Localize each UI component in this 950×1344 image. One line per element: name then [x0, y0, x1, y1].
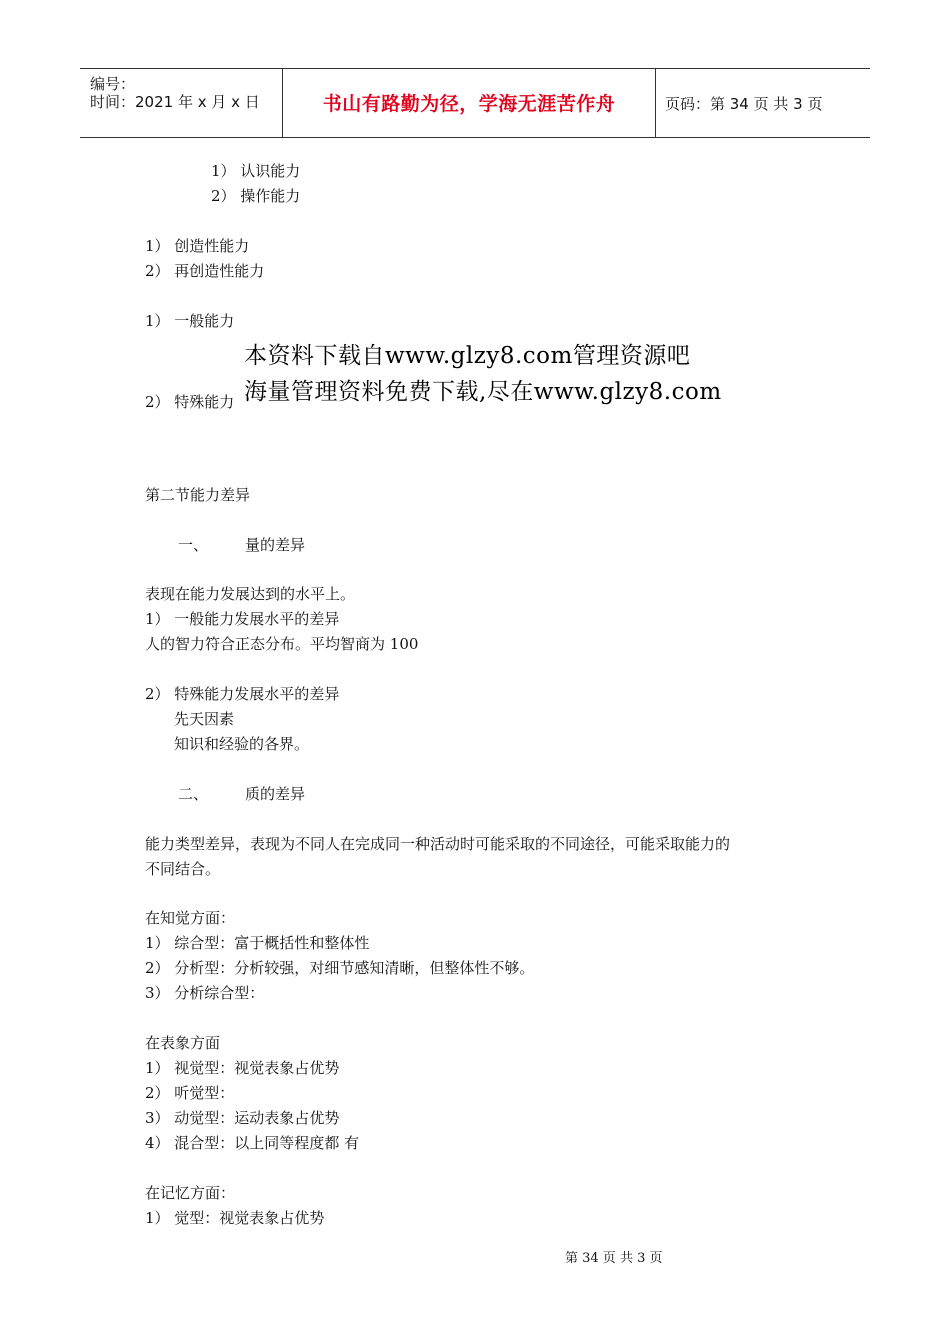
subsection-title: 质的差异 — [245, 785, 306, 803]
list-item: 1） 觉型：视觉表象占优势 — [145, 1209, 325, 1227]
header-page-info: 页码：第 34 页 共 3 页 — [665, 95, 823, 113]
paragraph: 能力类型差异，表现为不同人在完成同一种活动时可能采取的不同途径，可能采取能力的 — [145, 835, 731, 853]
list-item: 2） 操作能力 — [211, 187, 301, 205]
page-footer: 第 34 页 共 3 页 — [565, 1251, 663, 1266]
paragraph: 人的智力符合正态分布。平均智商为 100 — [145, 635, 419, 653]
list-item: 1） 认识能力 — [211, 162, 301, 180]
list-item: 2） 分析型：分析较强，对细节感知清晰，但整体性不够。 — [145, 959, 535, 977]
list-item: 2） 特殊能力 — [145, 393, 235, 411]
list-item: 1） 创造性能力 — [145, 237, 250, 255]
paragraph: 在知觉方面： — [145, 909, 236, 927]
list-item: 2） 特殊能力发展水平的差异 — [145, 685, 340, 703]
header-right-cell — [655, 69, 870, 137]
section-title: 第二节能力差异 — [145, 486, 251, 504]
list-item: 2） 听觉型： — [145, 1084, 235, 1102]
paragraph: 在表象方面 — [145, 1034, 221, 1052]
header-center-cell — [282, 69, 656, 137]
paragraph: 知识和经验的各界。 — [174, 735, 310, 753]
paragraph: 在记忆方面： — [145, 1184, 236, 1202]
document-time-label: 时间：2021 年 x 月 x 日 — [90, 93, 260, 111]
list-item: 1） 一般能力发展水平的差异 — [145, 610, 340, 628]
list-item: 2） 再创造性能力 — [145, 262, 265, 280]
header-left-cell — [80, 69, 282, 137]
watermark-line-2: 海量管理资料免费下载,尽在www.glzy8.com — [244, 379, 722, 405]
list-item: 1） 视觉型：视觉表象占优势 — [145, 1059, 340, 1077]
page-header — [80, 68, 870, 138]
watermark-line-1: 本资料下载自www.glzy8.com管理资源吧 — [244, 343, 691, 369]
subsection-number: 二、 — [178, 785, 209, 803]
subsection-title: 量的差异 — [245, 536, 306, 554]
list-item: 3） 分析综合型： — [145, 984, 265, 1002]
paragraph: 表现在能力发展达到的水平上。 — [145, 585, 356, 603]
list-item: 3） 动觉型：运动表象占优势 — [145, 1109, 340, 1127]
list-item: 1） 综合型：富于概括性和整体性 — [145, 934, 370, 952]
header-motto: 书山有路勤为径，学海无涯苦作舟 — [322, 93, 616, 115]
paragraph: 不同结合。 — [145, 860, 221, 878]
subsection-number: 一、 — [178, 536, 209, 554]
list-item: 1） 一般能力 — [145, 312, 235, 330]
list-item: 4） 混合型：以上同等程度都 有 — [145, 1134, 360, 1152]
paragraph: 先天因素 — [174, 710, 235, 728]
document-number-label: 编号： — [90, 75, 136, 93]
